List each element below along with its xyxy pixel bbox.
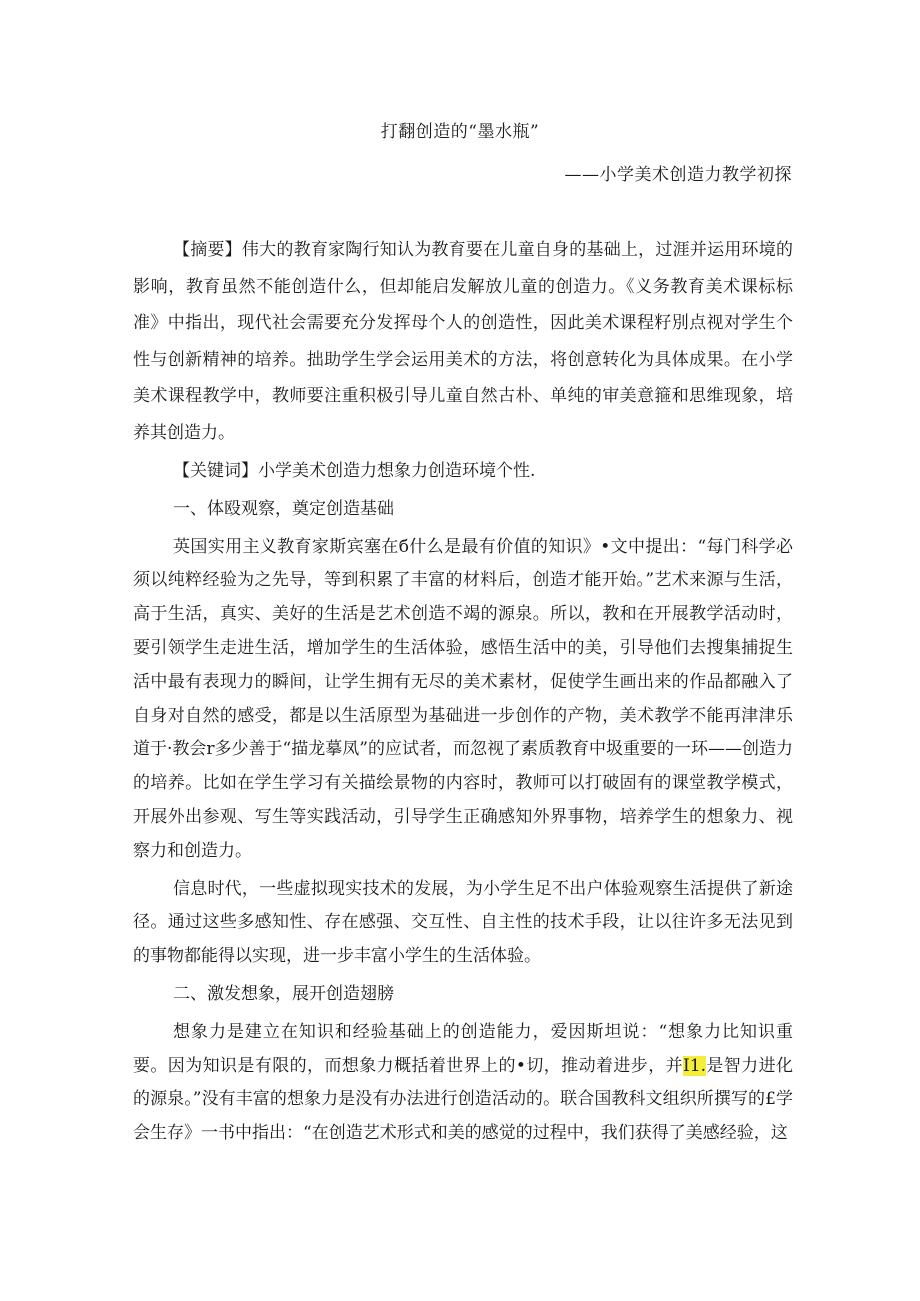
section-1-paragraph-2: 信息时代，一些虚拟现实技术的发展，为小学生足不出户体验观察生活提供了新途径。通过这些多感知性、存在感强、交互性、自主性的技术手段，让以往许多无法见到的事物都能得以实现，进一步丰富小学生的生活体验。 [133, 878, 793, 967]
abstract-paragraph [133, 232, 793, 451]
keywords-text: 小学美术创造力想象力创造环境个性. [258, 461, 536, 481]
document-subtitle: ——小学美术创造力教学初探 [564, 165, 792, 185]
section-2-heading: 二、激发想象，展开创造翅膀 [173, 983, 394, 1004]
section-2-text-a: 想象力是建立在知识和经验基础上的创造能力，爱因斯坦说：“想象力比知识重要。因为知识是有限的，而想象力概括着世界上的•切，推动着进步，并 [133, 1021, 793, 1076]
abstract-text: 伟大的教育家陶行知认为教育要在儿童自身的基础上，过涯并运用环境的影响，教育虽然不能创造什么，但却能启发解放儿童的创造力。《义务教育美术课标标准》中指出，现代社会需要充分发挥母个人的创造性，因此美术课程籽別点视对学生个性与创新精神的培养。拙助学生学会运用美术的方法，将创意转化为具体成果。在小学美术课程教学中，教师要注重积极引导儿童自然古朴、单纯的审美意箍和思维现象，培养其创造力。 [133, 240, 794, 443]
abstract-label: 【摘要】 [173, 240, 242, 260]
document-title: 打翻创造的“墨水瓶” [380, 122, 540, 142]
section-2-paragraph-1 [133, 1016, 793, 1151]
keywords-paragraph [133, 455, 793, 489]
keywords-label: 【关键词】 [173, 461, 258, 481]
section-2-text-b: 是智力进化的源泉。”没有丰富的想象力是没有办法进行创造活动的。联合国教科文组织所撰写的£学会生存》一书中指出：“在创造艺术形式和美的感觉的过程中，我们获得了美感经验，这 [133, 1055, 793, 1144]
highlighted-text: I1. [683, 1055, 706, 1076]
section-1-heading: 一、体殴观察，奠定创造基础 [173, 498, 394, 519]
section-1-paragraph-1: 英国实用主义教育家斯宾塞在б什么是最有价值的知识》•文中提出：“每门科学必须以纯粹经验为之先导，等到积累了丰富的材料后，创造才能开始。”艺术来源与生活，高于生活，真实、美好的生活是艺术创造不竭的源泉。所以，教和在开展教学活动时，要引领学生走进生活，增加学生的生活体验，感悟生活中的美，引导他们去搜集捕捉生活中最有表现力的瞬间，让学生拥有无尽的美术素材，促使学生画出来的作品都融入了自身对自然的感受，都是以生活原型为基础进一步创作的产物，美术教学不能再津津乐道于·教会r多少善于“描龙摹凤”的应试者，而忽视了素质教育中圾重要的一环——创造力的培养。比如在学生学习有关描绘景物的内容时，教师可以打破固有的课堂教学模式，开展外出参观、写生等实践活动，引导学生正确感知外界事物，培养学生的想象力、视察力和创造力。 [133, 536, 793, 861]
document-body [133, 232, 793, 1155]
